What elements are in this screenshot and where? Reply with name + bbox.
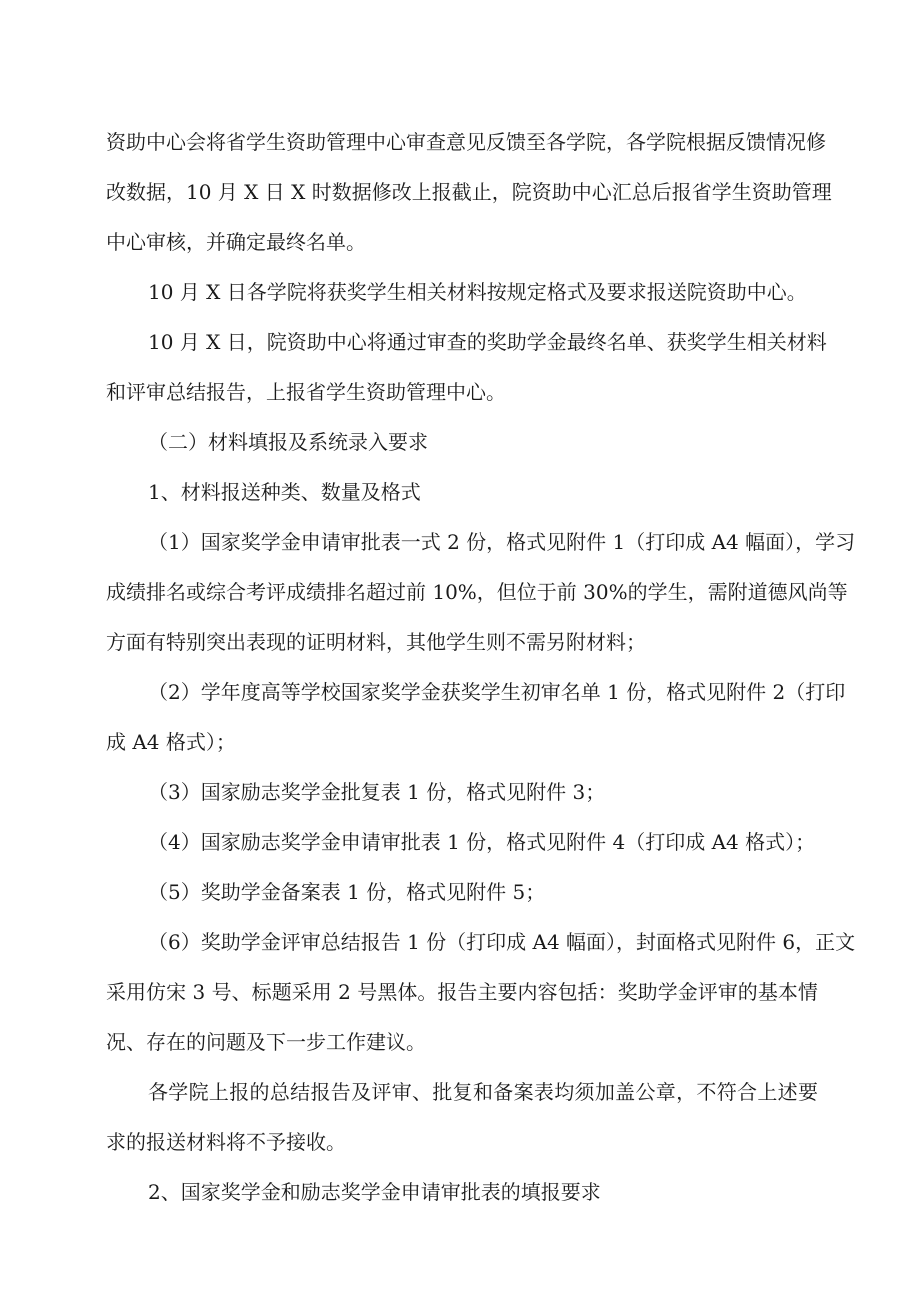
subsection-heading: 2、国家奖学金和励志奖学金申请审批表的填报要求 — [148, 1180, 601, 1204]
text-line: 采用仿宋 3 号、标题采用 2 号黑体。报告主要内容包括：奖助学金评审的基本情 — [106, 980, 818, 1004]
section-heading: （二）材料填报及系统录入要求 — [148, 430, 428, 454]
text-line: 改数据，10 月 X 日 X 时数据修改上报截止，院资助中心汇总后报省学生资助管理 — [106, 180, 832, 204]
text-line: 求的报送材料将不予接收。 — [106, 1130, 346, 1154]
text-line: （2）学年度高等学校国家奖学金获奖学生初审名单 1 份，格式见附件 2（打印 — [148, 680, 846, 704]
text-line: （5）奖助学金备案表 1 份，格式见附件 5； — [148, 880, 546, 904]
text-line: （3）国家励志奖学金批复表 1 份，格式见附件 3； — [148, 780, 606, 804]
text-line: （6）奖助学金评审总结报告 1 份（打印成 A4 幅面），封面格式见附件 6，正文 — [148, 930, 856, 954]
text-line: 10 月 X 日各学院将获奖学生相关材料按规定格式及要求报送院资助中心。 — [148, 280, 807, 304]
text-line: （1）国家奖学金申请审批表一式 2 份，格式见附件 1（打印成 A4 幅面），学习 — [148, 530, 856, 554]
text-line: 各学院上报的总结报告及评审、批复和备案表均须加盖公章，不符合上述要 — [148, 1080, 819, 1104]
text-line: 资助中心会将省学生资助管理中心审查意见反馈至各学院，各学院根据反馈情况修 — [106, 130, 826, 154]
text-line: 10 月 X 日，院资助中心将通过审查的奖助学金最终名单、获奖学生相关材料 — [148, 330, 827, 354]
text-line: 方面有特别突出表现的证明材料，其他学生则不需另附材料； — [106, 630, 646, 654]
subsection-heading: 1、材料报送种类、数量及格式 — [148, 480, 421, 504]
text-line: 成绩排名或综合考评成绩排名超过前 10%，但位于前 30%的学生，需附道德风尚等 — [106, 580, 848, 604]
text-line: 中心审核，并确定最终名单。 — [106, 230, 366, 254]
text-line: 成 A4 格式）； — [106, 730, 236, 754]
text-line: （4）国家励志奖学金申请审批表 1 份，格式见附件 4（打印成 A4 格式）； — [148, 830, 816, 854]
text-line: 和评审总结报告，上报省学生资助管理中心。 — [106, 380, 506, 404]
text-line: 况、存在的问题及下一步工作建议。 — [106, 1030, 426, 1054]
